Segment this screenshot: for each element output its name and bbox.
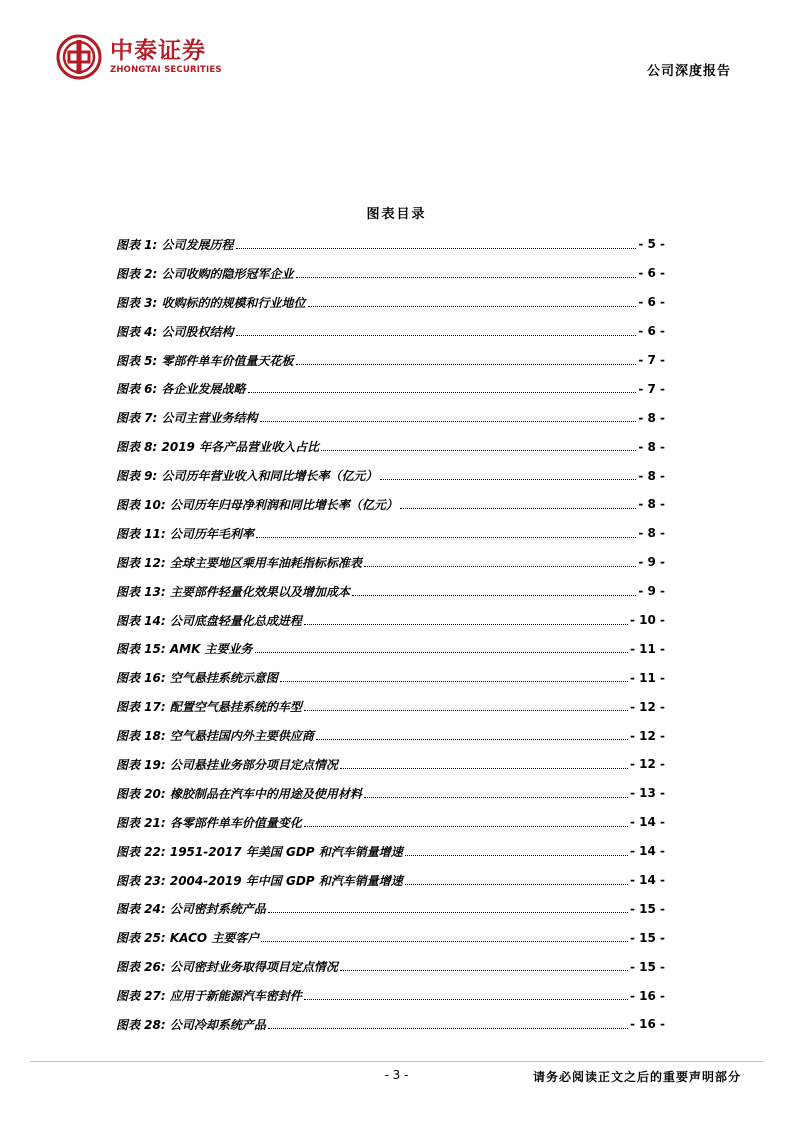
toc-entry-page: - 7 - xyxy=(638,353,665,367)
toc-entry-label: 图表 13: 主要部件轻量化效果以及增加成本 xyxy=(116,584,350,599)
toc-entry[interactable] xyxy=(116,779,665,808)
toc-dot-leader xyxy=(316,739,628,740)
toc-dot-leader xyxy=(280,681,628,682)
toc-entry-label: 图表 23: 2004-2019 年中国 GDP 和汽车销量增速 xyxy=(116,873,403,888)
toc-entry[interactable] xyxy=(116,230,665,259)
toc-entry[interactable] xyxy=(116,1010,665,1039)
toc-entry-label: 图表 15: AMK 主要业务 xyxy=(116,642,253,657)
toc-dot-leader xyxy=(364,566,636,567)
toc-entry-label: 图表 25: KACO 主要客户 xyxy=(116,931,260,946)
toc-dot-leader xyxy=(296,364,637,365)
toc-entry[interactable] xyxy=(116,721,665,750)
toc-entry-page: - 10 - xyxy=(629,613,665,628)
toc-entry[interactable] xyxy=(116,403,665,432)
toc-entry-label: 图表 5: 零部件单车价值量天花板 xyxy=(116,353,294,368)
toc-entry-page: - 8 - xyxy=(638,497,665,512)
toc-entry-page: - 15 - xyxy=(629,930,665,945)
company-logo xyxy=(56,34,246,80)
report-type-label: 公司深度报告 xyxy=(646,64,731,79)
toc-entry[interactable] xyxy=(116,750,665,779)
toc-entry[interactable] xyxy=(116,866,665,895)
toc-entry-label: 图表 18: 空气悬挂国内外主要供应商 xyxy=(116,729,314,744)
toc-entry[interactable] xyxy=(116,606,665,635)
toc-entry-label: 图表 16: 空气悬挂系统示意图 xyxy=(116,671,278,686)
toc-entry-page: - 14 - xyxy=(629,815,665,830)
toc-entry-page: - 8 - xyxy=(638,439,665,454)
footer-divider xyxy=(30,1061,763,1062)
toc-entry-label: 图表 19: 公司悬挂业务部分项目定点情况 xyxy=(116,757,338,772)
toc-entry[interactable] xyxy=(116,692,665,721)
toc-entry[interactable] xyxy=(116,923,665,952)
toc-dot-leader xyxy=(405,884,628,885)
toc-dot-leader xyxy=(400,508,636,509)
toc-dot-leader xyxy=(255,652,628,653)
toc-entry-page: - 5 - xyxy=(638,237,665,252)
toc-entry-page: - 16 - xyxy=(629,988,665,1003)
toc-dot-leader xyxy=(304,826,628,827)
toc-entry[interactable] xyxy=(116,952,665,981)
toc-dot-leader xyxy=(308,306,637,307)
toc-entry-label: 图表 12: 全球主要地区乘用车油耗指标标准表 xyxy=(116,555,362,570)
toc-dot-leader xyxy=(405,855,628,856)
toc-dot-leader xyxy=(380,479,637,480)
toc-entry[interactable] xyxy=(116,981,665,1010)
toc-entry-label: 图表 6: 各企业发展战略 xyxy=(116,382,246,397)
toc-entry-label: 图表 1: 公司发展历程 xyxy=(116,237,234,252)
toc-entry[interactable] xyxy=(116,577,665,606)
toc-entry-page: - 12 - xyxy=(629,728,665,743)
toc-entry-page: - 16 - xyxy=(629,1017,665,1032)
toc-entry-page: - 8 - xyxy=(638,410,665,425)
toc-entry-label: 图表 24: 公司密封系统产品 xyxy=(116,902,266,917)
toc-entry[interactable] xyxy=(116,432,665,461)
toc-entry-page: - 14 - xyxy=(629,873,665,888)
toc-dot-leader xyxy=(236,248,637,249)
toc-entry[interactable] xyxy=(116,288,665,317)
toc-dot-leader xyxy=(304,624,628,625)
toc-entry-label: 图表 27: 应用于新能源汽车密封件 xyxy=(116,989,302,1004)
toc-entry-label: 图表 22: 1951-2017 年美国 GDP 和汽车销量增速 xyxy=(116,844,403,859)
toc-entry-page: - 11 - xyxy=(629,641,665,656)
toc-dot-leader xyxy=(248,392,637,393)
toc-entry[interactable] xyxy=(116,259,665,288)
toc-dot-leader xyxy=(256,537,636,538)
toc-entry-label: 图表 10: 公司历年归母净利润和同比增长率（亿元） xyxy=(116,497,398,512)
toc-dot-leader xyxy=(260,421,637,422)
toc-entry-page: - 7 - xyxy=(638,381,665,396)
toc-dot-leader xyxy=(268,912,628,913)
toc-dot-leader xyxy=(364,797,628,798)
toc-entry-page: - 11 - xyxy=(629,670,665,685)
toc-entry-label: 图表 20: 橡胶制品在汽车中的用途及使用材料 xyxy=(116,786,362,801)
toc-entry[interactable] xyxy=(116,490,665,519)
logo-chinese-name: 中泰证券 xyxy=(110,38,206,64)
toc-entry-page: - 15 - xyxy=(629,901,665,916)
toc-entry-label: 图表 3: 收购标的的规模和行业地位 xyxy=(116,295,306,310)
toc-entry-label: 图表 14: 公司底盘轻量化总成进程 xyxy=(116,613,302,628)
toc-entry-page: - 6 - xyxy=(638,324,665,339)
toc-entry-page: - 12 - xyxy=(629,699,665,714)
toc-entry-page: - 6 - xyxy=(638,295,665,310)
toc-entry-label: 图表 9: 公司历年营业收入和同比增长率（亿元） xyxy=(116,469,378,484)
toc-entry[interactable] xyxy=(116,519,665,548)
toc-entry[interactable] xyxy=(116,808,665,837)
toc-entry[interactable] xyxy=(116,461,665,490)
zhongtai-logo-icon xyxy=(56,34,102,80)
toc-entry-page: - 14 - xyxy=(629,844,665,859)
toc-entry-page: - 9 - xyxy=(638,555,665,570)
toc-entry[interactable] xyxy=(116,548,665,577)
toc-dot-leader xyxy=(261,941,628,942)
toc-entry-page: - 15 - xyxy=(629,959,665,974)
toc-entry[interactable] xyxy=(116,837,665,866)
toc-entry-page: - 12 - xyxy=(629,757,665,772)
toc-entry-label: 图表 7: 公司主营业务结构 xyxy=(116,411,258,426)
toc-dot-leader xyxy=(304,710,628,711)
toc-entry-label: 图表 4: 公司股权结构 xyxy=(116,324,234,339)
toc-entry[interactable] xyxy=(116,634,665,663)
toc-entry-page: - 8 - xyxy=(638,526,665,541)
toc-entry-label: 图表 17: 配置空气悬挂系统的车型 xyxy=(116,700,302,715)
toc-title: 图表目录 xyxy=(366,207,427,222)
toc-entry-page: - 9 - xyxy=(638,584,665,599)
logo-english-name: ZHONGTAI SECURITIES xyxy=(110,65,222,75)
toc-entry[interactable] xyxy=(116,374,665,403)
toc-entry-label: 图表 21: 各零部件单车价值量变化 xyxy=(116,815,302,830)
toc-dot-leader xyxy=(304,999,628,1000)
toc-entry-label: 图表 8: 2019 年各产品营业收入占比 xyxy=(116,440,320,455)
toc-entry-label: 图表 11: 公司历年毛利率 xyxy=(116,526,254,541)
disclaimer-note: 请务必阅读正文之后的重要声明部分 xyxy=(532,1070,741,1084)
toc-dot-leader xyxy=(236,335,637,336)
toc-dot-leader xyxy=(268,1028,628,1029)
toc-entry[interactable] xyxy=(116,663,665,692)
toc-entry-page: - 13 - xyxy=(629,786,665,801)
toc-list xyxy=(116,230,665,1039)
toc-entry-label: 图表 2: 公司收购的隐形冠军企业 xyxy=(116,266,294,281)
toc-dot-leader xyxy=(340,970,628,971)
toc-entry-page: - 8 - xyxy=(638,468,665,483)
toc-dot-leader xyxy=(296,277,637,278)
toc-entry-label: 图表 26: 公司密封业务取得项目定点情况 xyxy=(116,960,338,975)
toc-dot-leader xyxy=(352,595,636,596)
toc-entry[interactable] xyxy=(116,894,665,923)
toc-dot-leader xyxy=(340,768,628,769)
toc-entry[interactable] xyxy=(116,317,665,346)
toc-dot-leader xyxy=(321,450,636,451)
toc-entry-page: - 6 - xyxy=(638,266,665,281)
page-number: - 3 - xyxy=(384,1068,409,1082)
toc-entry[interactable] xyxy=(116,346,665,375)
toc-entry-label: 图表 28: 公司冷却系统产品 xyxy=(116,1017,266,1032)
